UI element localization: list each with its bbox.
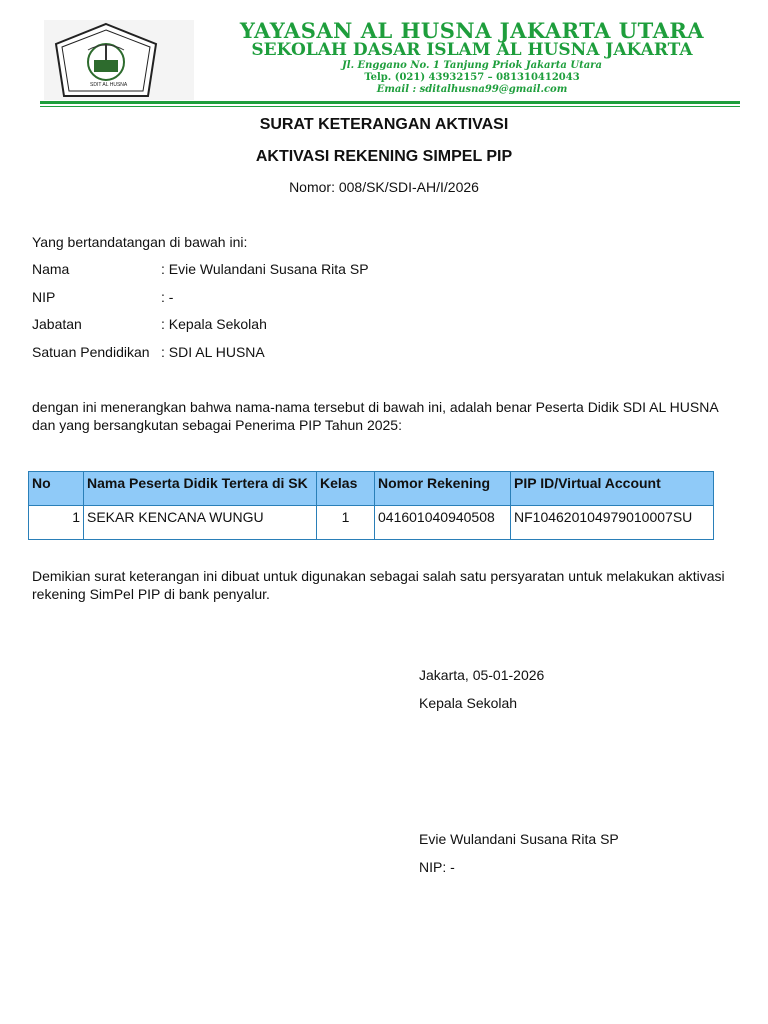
closing-paragraph: Demikian surat keterangan ini dibuat untuk digunakan sebagai salah satu persyaratan untuk melakukan aktivasi rekening SimPel PIP di bank penyalur. (32, 568, 725, 602)
logo-label: SDIT AL HUSNA (90, 82, 128, 88)
header-account-number: Nomor Rekening (375, 472, 511, 506)
table-row (29, 506, 714, 540)
signature-nip: NIP: - (419, 859, 455, 875)
field-value-nip: : - (161, 289, 174, 305)
field-value-name: : Evie Wulandani Susana Rita SP (161, 261, 369, 277)
school-phone: Telp. (021) 43932157 – 081310412043 (364, 72, 580, 83)
field-label-name: Nama (32, 261, 70, 277)
header-student-name: Nama Peserta Didik Tertera di SK (84, 472, 317, 506)
cell-class: 1 (317, 506, 375, 540)
letter-title: SURAT KETERANGAN AKTIVASI (259, 116, 509, 133)
school-email: Email : sditalhusna99@gmail.com (376, 84, 568, 95)
statement-paragraph: dengan ini menerangkan bahwa nama-nama tersebut di bawah ini, adalah benar Peserta Didik SDI AL HUSNA dan yang bersangkutan sebagai Penerima PIP Tahun 2025: (32, 399, 718, 433)
letterhead-divider (40, 101, 740, 104)
letter-subtitle: AKTIVASI REKENING SIMPEL PIP (255, 148, 513, 165)
school-address: Jl. Enggano No. 1 Tanjung Priok Jakarta Utara (342, 60, 602, 71)
letter-number: Nomor: 008/SK/SDI-AH/I/2026 (289, 179, 479, 195)
school-name: SEKOLAH DASAR ISLAM AL HUSNA JAKARTA (251, 40, 693, 60)
cell-student-name: SEKAR KENCANA WUNGU (84, 506, 317, 540)
field-value-school: : SDI AL HUSNA (161, 344, 265, 360)
intro-text: Yang bertandatangan di bawah ini: (32, 234, 248, 250)
recipient-table (28, 471, 714, 540)
cell-virtual-account: NF104620104979010007SU (511, 506, 714, 540)
cell-no: 1 (29, 506, 84, 540)
school-logo (44, 20, 194, 100)
field-label-nip: NIP (32, 289, 56, 305)
field-label-position: Jabatan (32, 316, 82, 332)
table-header-row (29, 472, 714, 506)
header-class: Kelas (317, 472, 375, 506)
signature-place-date: Jakarta, 05-01-2026 (419, 667, 545, 683)
signature-position: Kepala Sekolah (419, 695, 518, 711)
foundation-name: YAYASAN AL HUSNA JAKARTA UTARA (239, 18, 705, 43)
header-virtual-account: PIP ID/Virtual Account (511, 472, 714, 506)
letterhead-divider-thin (40, 106, 740, 107)
cell-account-number: 041601040940508 (375, 506, 511, 540)
header-no: No (29, 472, 84, 506)
signature-name: Evie Wulandani Susana Rita SP (419, 831, 619, 847)
field-value-position: : Kepala Sekolah (161, 316, 267, 332)
field-label-school: Satuan Pendidikan (32, 344, 150, 360)
